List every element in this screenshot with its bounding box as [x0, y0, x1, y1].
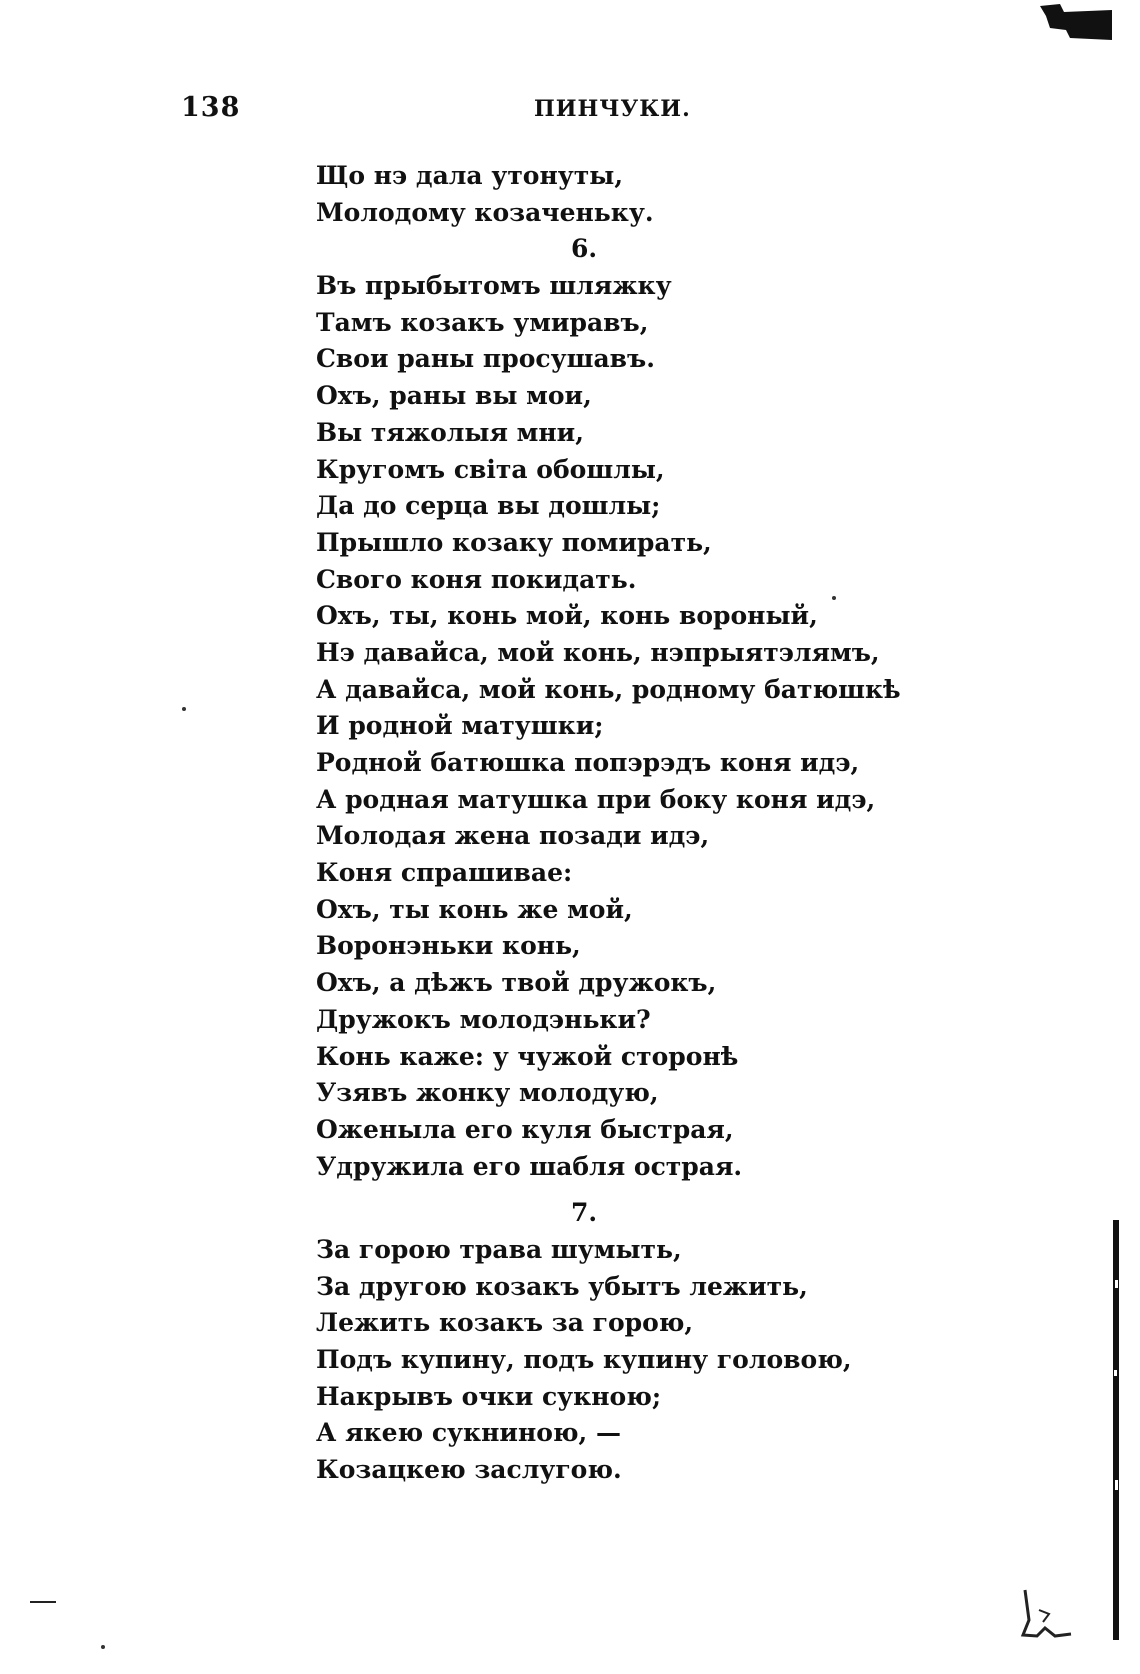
scan-corner-mark: [1040, 0, 1112, 40]
verse-line: Охъ, а дѣжъ твой дружокъ,: [316, 968, 717, 998]
scan-mark-left: [30, 1601, 56, 1603]
scan-dot: [182, 707, 186, 711]
verse-line: Що нэ дала утонуты,: [316, 161, 624, 190]
verse-line: Оженыла его куля быстрая,: [316, 1114, 734, 1144]
poem-section: [316, 1195, 876, 1489]
running-head: ПИНЧУКИ.: [534, 96, 691, 122]
section-gap: [316, 1185, 876, 1195]
verse-line: Вы тяжолыя мни,: [316, 417, 584, 447]
poem-section: [316, 158, 876, 231]
scan-bottom-mark: [1015, 1580, 1075, 1640]
verse-line: Узявъ жонку молодую,: [316, 1078, 659, 1108]
page-number: 138: [181, 92, 241, 123]
scan-edge-strip: [1113, 1220, 1119, 1640]
verse-line: Въ прыбытомъ шляжку: [316, 271, 672, 301]
verse-line: Коня спрашивае:: [316, 858, 573, 888]
verse-line: Свого коня покидать.: [316, 564, 637, 594]
verse-line: Удружила его шабля острая.: [316, 1151, 743, 1181]
verse-line: Дружокъ молодэньки?: [316, 1004, 651, 1034]
verse-line: Охъ, ты конь же мой,: [316, 894, 633, 924]
section-number: 6.: [571, 234, 598, 264]
verse-line: Козацкею заслугою.: [316, 1455, 622, 1485]
verse-line: Нэ давайса, мой конь, нэпрыятэлямъ,: [316, 637, 880, 667]
verse-line: Тамъ козакъ умиравъ,: [316, 307, 649, 337]
verse-line: Охъ, раны вы мои,: [316, 381, 592, 411]
verse-line: Кругомъ світа обошлы,: [316, 454, 665, 484]
verse-line: Молодому козаченьку.: [316, 197, 654, 227]
section-number: 7.: [571, 1198, 598, 1228]
verse-line: Да до серца вы дошлы;: [316, 491, 661, 521]
verse-line: Охъ, ты, конь мой, конь вороный,: [316, 601, 818, 631]
verse-line: Подъ купину, подъ купину головою,: [316, 1345, 852, 1374]
verse-line: За другою козакъ убытъ лежить,: [316, 1271, 808, 1301]
verse-line: А давайса, мой конь, родному батюшкѣ: [316, 674, 901, 704]
verse-line: Свои раны просушавъ.: [316, 344, 655, 374]
verse-line: И родной матушки;: [316, 711, 604, 741]
verse-line: А родная матушка при боку коня идэ,: [316, 784, 876, 814]
verse-line: Прышло козаку помирать,: [316, 527, 712, 557]
poem-text: [316, 158, 901, 1489]
verse-line: А якею сукниною, —: [316, 1418, 621, 1448]
poem-section: [316, 231, 901, 1185]
verse-line: Молодая жена позади идэ,: [316, 821, 710, 851]
verse-line: Родной батюшка попэрэдъ коня идэ,: [316, 748, 860, 777]
scan-dot: [101, 1645, 105, 1649]
verse-line: Накрывъ очки сукною;: [316, 1381, 662, 1411]
verse-line: Воронэньки конь,: [316, 931, 581, 961]
verse-line: За горою трава шумыть,: [316, 1234, 682, 1264]
verse-line: Лежить козакъ за горою,: [316, 1308, 694, 1338]
verse-line: Конь каже: у чужой сторонѣ: [316, 1041, 739, 1071]
